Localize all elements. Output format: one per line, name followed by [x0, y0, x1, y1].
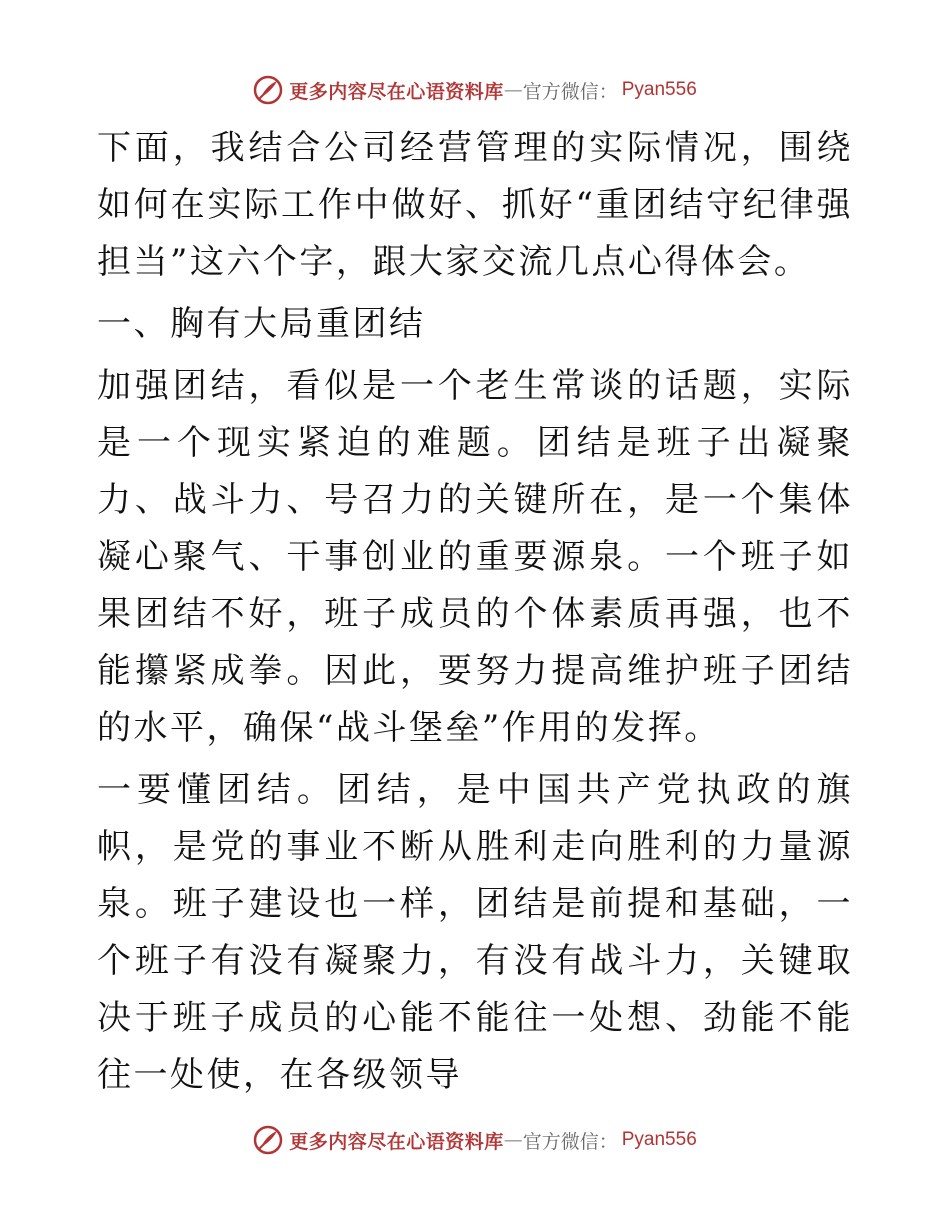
- paragraph-intro: 下面，我结合公司经营管理的实际情况，围绕如何在实际工作中做好、抓好“重团结守纪律强担当”这六个字，跟大家交流几点心得体会。: [97, 128, 853, 282]
- banner-wechat-label: 官方微信：: [522, 1130, 618, 1153]
- header-banner: [0, 70, 950, 110]
- section-heading: 一、胸有大局重团结: [97, 304, 426, 344]
- paragraph-understand-unity: 一要懂团结。团结，是中国共产党执政的旗帜，是党的事业不断从胜利走向胜利的力量源泉。班子建设也一样，团结是前提和基础，一个班子有没有凝聚力，有没有战斗力，关键取决于班子成员的心能不能往一处想、劲能不能往一处使，在各级领导: [97, 770, 853, 1095]
- banner-wechat-label: 官方微信：: [522, 80, 618, 103]
- footer-banner: [0, 1120, 950, 1160]
- banner-wechat-id: Pyan556: [621, 1129, 697, 1150]
- paragraph-unity: 加强团结，看似是一个老生常谈的话题，实际是一个现实紧迫的难题。团结是班子出凝聚力、战斗力、号召力的关键所在，是一个集体凝心聚气、干事创业的重要源泉。一个班子如果团结不好，班子成员的个体素质再强，也不能攥紧成拳。因此，要努力提高维护班子团结的水平，确保“战斗堡垒”作用的发挥。: [97, 366, 853, 748]
- banner-text: 更多内容尽在心语资料库: [289, 1130, 504, 1153]
- banner-wechat-id: Pyan556: [621, 79, 697, 100]
- document-body: [97, 120, 853, 1104]
- banner-separator: —: [503, 79, 523, 101]
- feather-quill-circle-icon: [253, 75, 283, 105]
- banner-text: 更多内容尽在心语资料库: [289, 80, 504, 103]
- banner-separator: —: [503, 1129, 523, 1151]
- feather-quill-circle-icon: [253, 1125, 283, 1155]
